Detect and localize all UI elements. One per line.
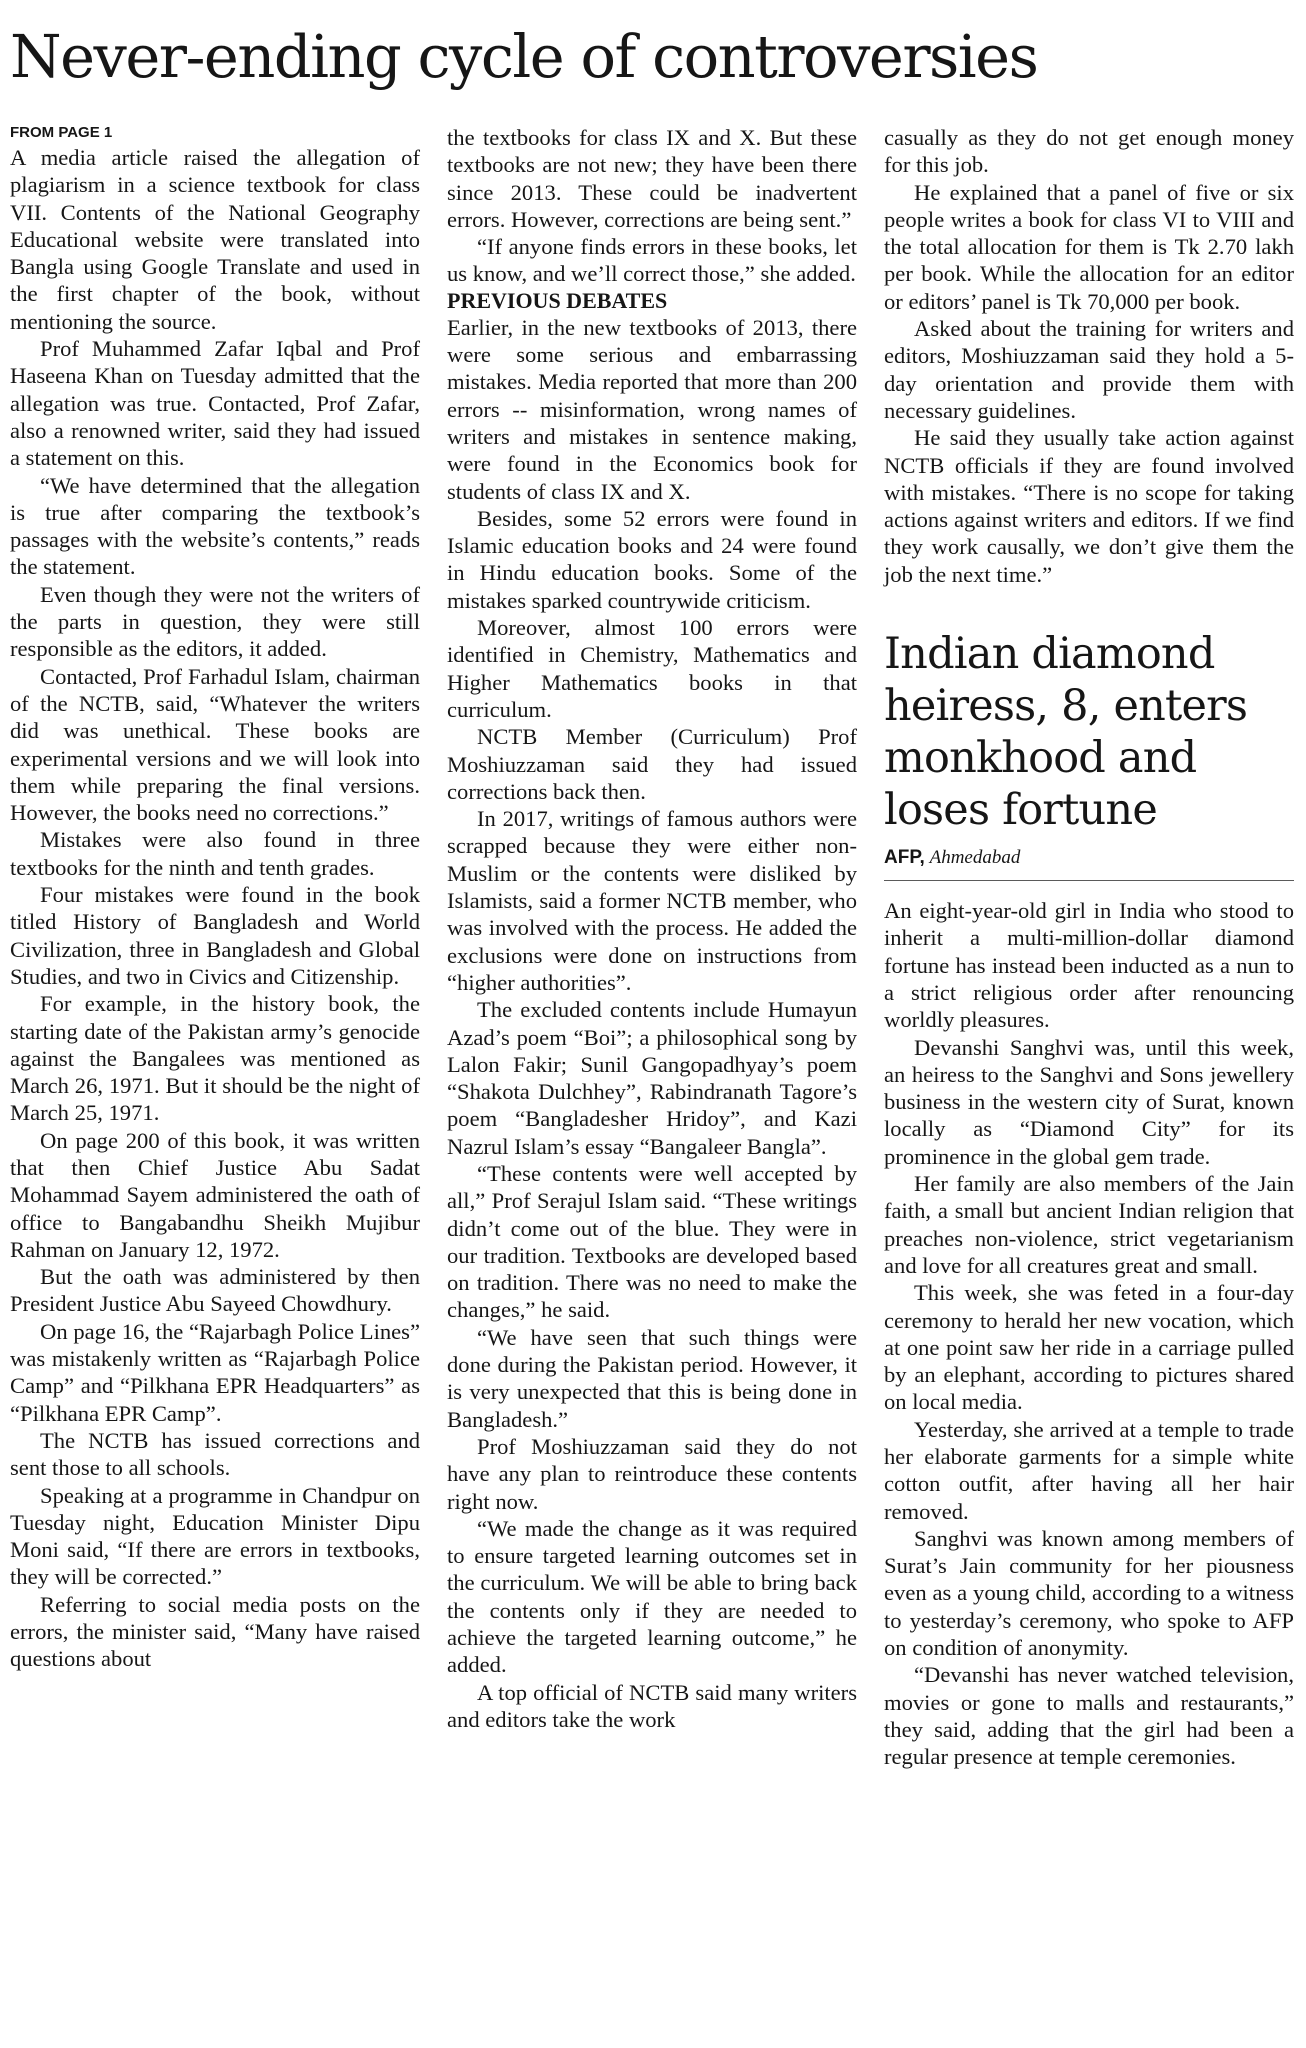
section-subhead: PREVIOUS DEBATES — [447, 287, 668, 313]
byline-agency: AFP, — [884, 847, 925, 869]
paragraph: Besides, some 52 errors were found in Islamic education books and 24 were found in Hindu education books. Some of the mistakes sparked countrywide criticism. — [447, 505, 857, 613]
column-3 — [884, 124, 1294, 1771]
paragraph: He explained that a panel of five or six people writes a book for class VI to VIII and the total allocation for them is Tk 2.70 lakh per book. While the allocation for an editor or editors’ panel is Tk 70,000 per book. — [884, 179, 1294, 314]
paragraph: On page 16, the “Rajarbagh Police Lines” was mistakenly written as “Rajarbagh Police Camp” and “Pilkhana EPR Headquarters” as “Pilkhana EPR Camp”. — [10, 1318, 420, 1426]
paragraph: The excluded contents include Humayun Azad’s poem “Boi”; a philosophical song by Lalon Fakir; Sunil Gangopadhyay’s poem “Shakota Dulchhey”, Rabindranath Tagore’s poem “Bangladesher Hridoy”, and Kazi Nazrul Islam’s essay “Bangaleer Bangla”. — [447, 997, 857, 1159]
paragraph: casually as they do not get enough money for this job. — [884, 125, 1294, 178]
paragraph: Devanshi Sanghvi was, until this week, an heiress to the Sanghvi and Sons jewellery business in the western city of Surat, known locally as “Diamond City” for its prominence in the global gem trade. — [884, 1034, 1294, 1169]
paragraph: Four mistakes were found in the book titled History of Bangladesh and World Civilization, three in Bangladesh and Global Studies, and two in Civics and Citizenship. — [10, 882, 420, 989]
paragraph: “If anyone finds errors in these books, let us know, and we’ll correct those,” she added. — [447, 234, 857, 287]
columns — [10, 124, 1294, 1771]
paragraph: NCTB Member (Curriculum) Prof Moshiuzzaman said they had issued corrections back then. — [447, 724, 857, 804]
paragraph: Mistakes were also found in three textbooks for the ninth and tenth grades. — [10, 827, 420, 880]
paragraph: “We made the change as it was required to ensure targeted learning outcomes set in the curriculum. We will be able to bring back the contents only if they are needed to achieve the targeted learning outcome,” he added. — [447, 1515, 857, 1678]
paragraph: A media article raised the allegation of plagiarism in a science textbook for class VII. Contents of the National Geography Educational website were translated into Bangla using Google Translate and used in the first chapter of the book, without mentioning the source. — [10, 145, 420, 334]
paragraph: “These contents were well accepted by all,” Prof Serajul Islam said. “These writings didn’t come out of the blue. They were in our tradition. Textbooks are developed based on tradition. There was no need to make the changes,” he said. — [447, 1160, 857, 1323]
paragraph: For example, in the history book, the starting date of the Pakistan army’s genocide against the Bangalees was mentioned as March 26, 1971. But it should be the night of March 25, 1971. — [10, 991, 420, 1126]
paragraph: An eight-year-old girl in India who stood to inherit a multi-million-dollar diamond fortune has instead been inducted as a nun to a strict religious order after renouncing worldly pleasures. — [884, 898, 1294, 1033]
paragraph: This week, she was feted in a four-day ceremony to herald her new vocation, which at one point saw her ride in a carriage pulled by an elephant, according to pictures shared on local media. — [884, 1280, 1294, 1415]
paragraph: Sanghvi was known among members of Surat’s Jain community for her piousness even as a young child, according to a witness to yesterday’s ceremony, who spoke to AFP on condition of anonymity. — [884, 1525, 1294, 1661]
main-headline: Never-ending cycle of controversies — [10, 22, 1038, 91]
paragraph: Speaking at a programme in Chandpur on Tuesday night, Education Minister Dipu Moni said, “If there are errors in textbooks, they will be corrected.” — [10, 1482, 420, 1590]
second-headline: Indian diamond heiress, 8, enters monkhood and loses fortune — [884, 629, 1248, 836]
column-1 — [10, 124, 420, 1771]
paragraph: Yesterday, she arrived at a temple to trade her elaborate garments for a simple white cotton outfit, after having all her hair removed. — [884, 1416, 1294, 1524]
paragraph: The NCTB has issued corrections and sent those to all schools. — [10, 1427, 420, 1481]
paragraph: Moreover, almost 100 errors were identified in Chemistry, Mathematics and Higher Mathematics books in that curriculum. — [447, 615, 857, 722]
byline — [884, 846, 1294, 881]
paragraph: Prof Muhammed Zafar Iqbal and Prof Haseena Khan on Tuesday admitted that the allegation was true. Contacted, Prof Zafar, also a renowned writer, said they had issued a statement on this. — [10, 336, 420, 471]
paragraph: But the oath was administered by then President Justice Abu Sayeed Chowdhury. — [10, 1264, 420, 1317]
paragraph: He said they usually take action against NCTB officials if they are found involved with mistakes. “There is no scope for taking actions against writers and editors. If we find they work causally, we don’t give them the job the next time.” — [884, 425, 1294, 587]
paragraph: Earlier, in the new textbooks of 2013, there were some serious and embarrassing mistakes. Media reported that more than 200 errors -- misinformation, wrong names of writers and mistakes in sentence making, were found in the Economics book for students of class IX and X. — [447, 314, 857, 504]
byline-place: Ahmedabad — [929, 847, 1021, 869]
column-2 — [447, 124, 857, 1771]
paragraph: Even though they were not the writers of the parts in question, they were still responsible as the editors, it added. — [10, 581, 420, 662]
paragraph: A top official of NCTB said many writers and editors take the work — [447, 1679, 857, 1732]
paragraph: Referring to social media posts on the errors, the minister said, “Many have raised questions about — [10, 1591, 420, 1672]
paragraph: In 2017, writings of famous authors were scrapped because they were either non-Muslim or the contents were disliked by Islamists, said a former NCTB member, who was involved with the process. He added the exclusions were done on instructions from “higher authorities”. — [447, 806, 857, 995]
paragraph: the textbooks for class IX and X. But these textbooks are not new; they have been there since 2013. These could be inadvertent errors. However, corrections are being sent.” — [447, 125, 857, 232]
paragraph: “We have seen that such things were done during the Pakistan period. However, it is very unexpected that this is being done in Bangladesh.” — [447, 1324, 857, 1432]
paragraph: “Devanshi has never watched television, movies or gone to malls and restaurants,” they said, adding that the girl had been a regular presence at temple ceremonies. — [884, 1662, 1294, 1770]
paragraph: Her family are also members of the Jain faith, a small but ancient Indian religion that preaches non-violence, strict vegetarianism and love for all creatures great and small. — [884, 1171, 1294, 1278]
paragraph: Asked about the training for writers and editors, Moshiuzzaman said they hold a 5-day orientation and provide them with necessary guidelines. — [884, 316, 1294, 423]
paragraph: Prof Moshiuzzaman said they do not have any plan to reintroduce these contents right now. — [447, 1433, 857, 1514]
paragraph: “We have determined that the allegation is true after comparing the textbook’s passages with the website’s contents,” reads the statement. — [10, 472, 420, 580]
paragraph: Contacted, Prof Farhadul Islam, chairman of the NCTB, said, “Whatever the writers did was unethical. These books are experimental versions and we will look into them while preparing the final versions. However, the books need no corrections.” — [10, 663, 420, 826]
continuation-kicker: FROM PAGE 1 — [10, 124, 113, 141]
paragraph: On page 200 of this book, it was written that then Chief Justice Abu Sadat Mohammad Sayem administered the oath of office to Bangabandhu Sheikh Mujibur Rahman on January 12, 1972. — [10, 1127, 420, 1262]
